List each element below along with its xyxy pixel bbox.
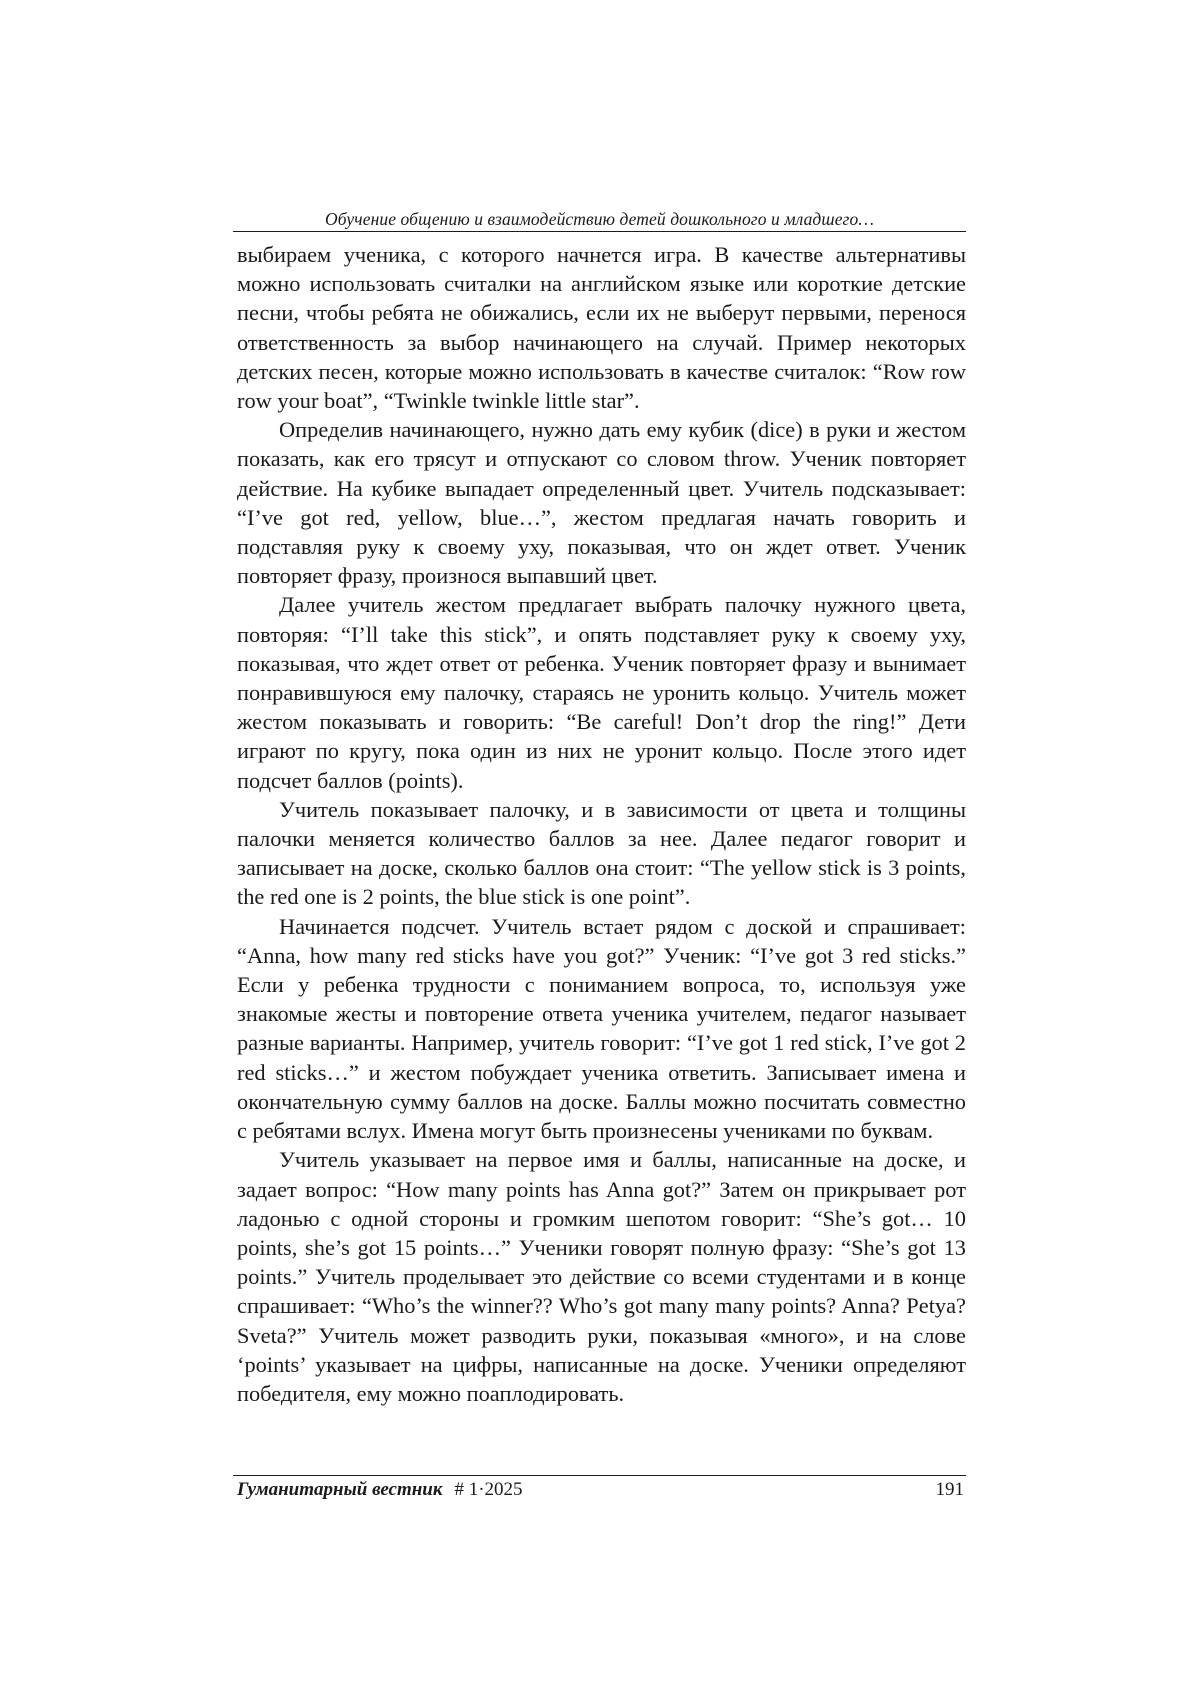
footer — [237, 1477, 964, 1503]
header-rule — [233, 231, 966, 232]
issue-number: # 1·2025 — [454, 1479, 523, 1500]
footer-rule — [233, 1475, 966, 1476]
paragraph-4: Учитель показывает палочку, и в зависимости от цвета и толщины палочки меняется количество баллов за нее. Далее педагог говорит и записывает на доске, сколько баллов она стоит: “The yellow stick is 3 points, the red one is 2 points, the blue stick is one point”. — [237, 796, 966, 910]
page-number: 191 — [935, 1479, 964, 1500]
footer-journal-info — [237, 1477, 523, 1503]
paragraph-2: Определив начинающего, нужно дать ему кубик (dice) в руки и жестом показать, как его трясут и отпускают со словом throw. Ученик повторяет действие. На кубике выпадает определенный цвет. Учитель подсказывает: “I’ve got red, yellow, blue…”, жестом предлагая начать говорить и подставляя руку к своему уху, показывая, что он ждет ответ. Ученик повторяет фразу, произнося выпавший цвет. — [237, 417, 966, 589]
paragraph-5: Начинается подсчет. Учитель встает рядом с доской и спрашивает: “Anna, how many red sticks have you got?” Ученик: “I’ve got 3 red sticks.” Если у ребенка трудности с пониманием вопроса, то, используя уже знакомые жесты и повторение ответа ученика учителем, педагог называет разные варианты. Например, учитель говорит: “I’ve got 1 red stick, I’ve got 2 red sticks…” и жестом побуждает ученика ответить. Записывает имена и окончательную сумму баллов на доске. Баллы можно посчитать совместно с ребятами вслух. Имена могут быть произнесены учениками по буквам. — [237, 913, 966, 1144]
paragraph-1: выбираем ученика, с которого начнется игра. В качестве альтернативы можно использовать считалки на английском языке или короткие детские песни, чтобы ребята не обижались, если их не выберут первыми, перенося ответственность за выбор начинающего на случай. Пример некоторых детских песен, которые можно использовать в качестве считалок: “Row row row your boat”, “Twinkle twinkle little star”. — [237, 242, 966, 414]
running-head: Обучение общению и взаимодействию детей дошкольного и младшего… — [324, 209, 874, 229]
paragraph-3: Далее учитель жестом предлагает выбрать палочку нужного цвета, повторяя: “I’ll take this stick”, и опять подставляет руку к своему уху, показывая, что ждет ответ от ребенка. Ученик повторяет фразу и вынимает понравившуюся ему палочку, стараясь не уронить кольцо. Учитель может жестом показывать и говорить: “Be careful! Don’t drop the ring!” Дети играют по кругу, пока один из них не уронит кольцо. После этого идет подсчет баллов (points). — [237, 592, 966, 793]
body-text — [237, 240, 966, 1408]
journal-name: Гуманитарный вестник — [237, 1479, 443, 1500]
paragraph-6: Учитель указывает на первое имя и баллы, написанные на доске, и задает вопрос: “How many points has Anna got?” Затем он прикрывает рот ладонью с одной стороны и громким шепотом говорит: “She’s got… 10 points, she’s got 15 points…” Ученики говорят полную фразу: “She’s got 13 points.” Учитель проделывает это действие со всеми студентами и в конце спрашивает: “Who’s the winner?? Who’s got many many points? Anna? Petya? Sveta?” Учитель может разводить руки, показывая «много», и на слове ‘points’ указывает на цифры, написанные на доске. Ученики определяют победителя, ему можно поаплодировать. — [237, 1147, 966, 1406]
